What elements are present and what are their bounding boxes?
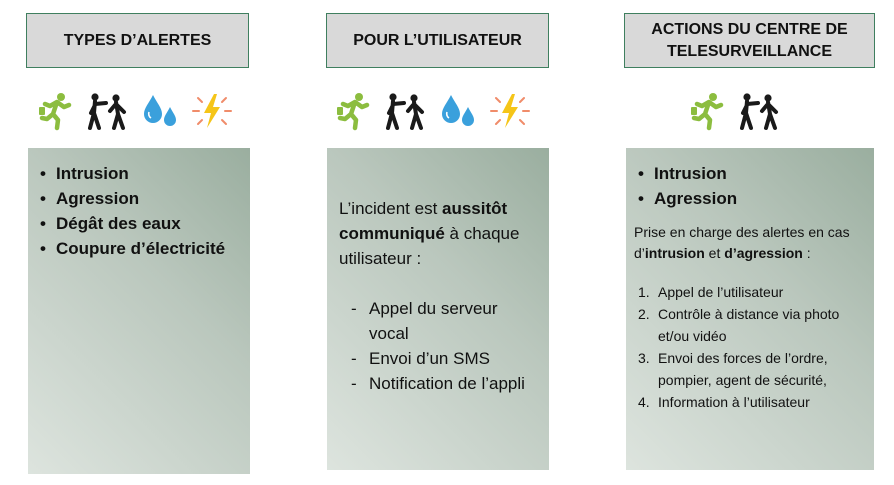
alert-icons-row-1 bbox=[36, 88, 244, 134]
list-item: • Intrusion bbox=[36, 161, 242, 186]
list-item: 4. Information à l’utilisateur bbox=[638, 394, 810, 410]
list-item: • Agression bbox=[36, 186, 242, 211]
header-actions-telesurveillance bbox=[624, 13, 875, 68]
header-actions-line-1: ACTIONS DU CENTRE DE bbox=[651, 20, 848, 38]
water-drops-icon bbox=[438, 91, 478, 131]
panel-types-alertes bbox=[28, 148, 250, 474]
alert-icons-row-3 bbox=[688, 88, 792, 134]
running-person-icon bbox=[334, 91, 374, 131]
header-actions-line-2: TELESURVEILLANCE bbox=[666, 42, 833, 60]
list-item: • Agression bbox=[634, 186, 868, 211]
header-types-alertes bbox=[26, 13, 249, 68]
running-person-icon bbox=[688, 91, 728, 131]
header-types-alertes-label: TYPES D’ALERTES bbox=[63, 31, 212, 49]
header-pour-utilisateur-label: POUR L’UTILISATEUR bbox=[353, 31, 522, 49]
list-item: • Dégât des eaux bbox=[36, 211, 242, 236]
lightning-icon bbox=[488, 91, 532, 131]
aggression-icon bbox=[86, 91, 130, 131]
list-item: • Coupure d’électricité bbox=[36, 236, 242, 261]
running-person-icon bbox=[36, 91, 76, 131]
aggression-icon bbox=[384, 91, 428, 131]
handling-description: Prise en charge des alertes en cas d’intrusion et d’agression : bbox=[634, 224, 850, 261]
list-item: 1. Appel de l’utilisateur bbox=[638, 284, 784, 300]
list-item: - Notification de l’appli bbox=[339, 371, 539, 396]
list-item: • Intrusion bbox=[634, 161, 868, 186]
alert-icons-row-2 bbox=[334, 88, 542, 134]
user-intro-text: L’incident est aussitôt communiqué à chaque utilisateur : bbox=[339, 199, 520, 268]
panel-pour-utilisateur bbox=[327, 148, 549, 470]
list-item: - Envoi d’un SMS bbox=[339, 346, 539, 371]
list-item: 3. Envoi des forces de l’ordre, pompier, agent de sécurité, bbox=[638, 350, 828, 388]
user-notification-list bbox=[339, 296, 539, 396]
water-drops-icon bbox=[140, 91, 180, 131]
handling-steps-list bbox=[634, 281, 868, 413]
aggression-icon bbox=[738, 91, 782, 131]
monitored-alerts-list bbox=[634, 161, 868, 211]
panel-actions-telesurveillance bbox=[626, 148, 874, 470]
header-pour-utilisateur bbox=[326, 13, 549, 68]
list-item: 2. Contrôle à distance via photo et/ou vidéo bbox=[638, 306, 840, 344]
lightning-icon bbox=[190, 91, 234, 131]
alert-types-list bbox=[36, 161, 242, 261]
list-item: - Appel du serveur vocal bbox=[339, 296, 539, 346]
